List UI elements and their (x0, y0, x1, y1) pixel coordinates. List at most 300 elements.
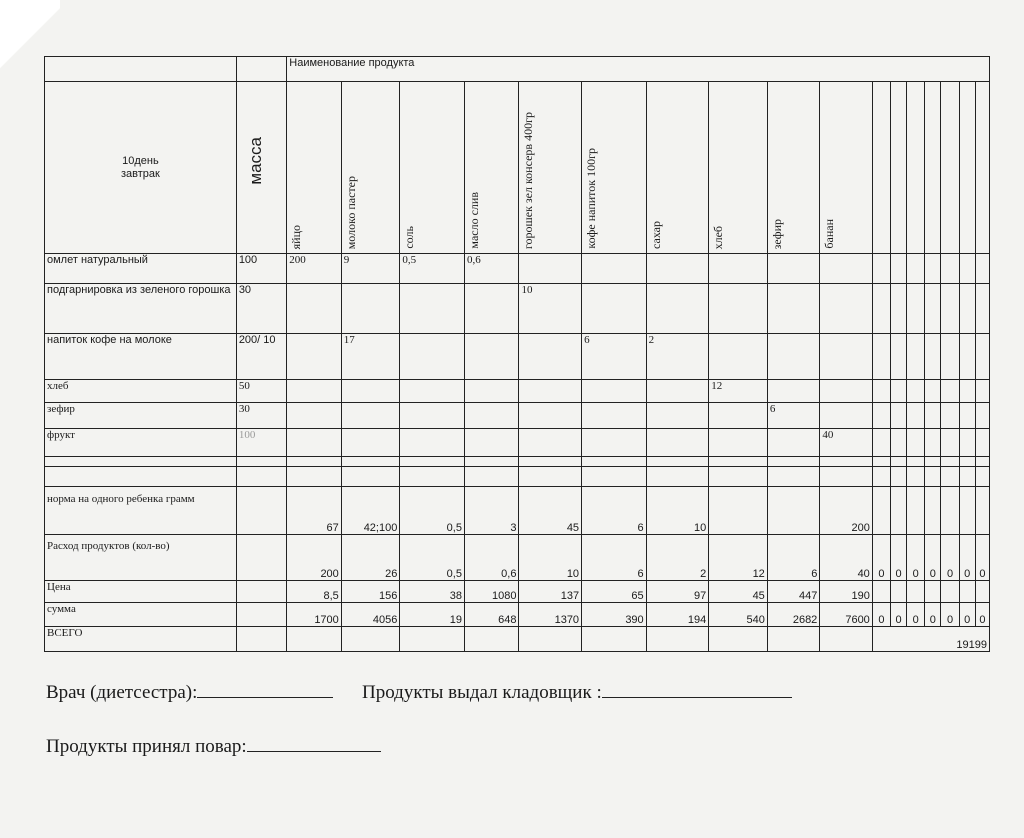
empty-cell (925, 429, 941, 457)
dish-cell: 2 (646, 334, 709, 380)
norm-cell: 42;100 (341, 487, 400, 535)
dish-mass: 200/ 10 (236, 334, 286, 380)
empty-cell (236, 457, 286, 467)
empty-header (872, 82, 890, 254)
empty-cell (959, 457, 975, 467)
price-cell: 97 (646, 581, 709, 603)
dish-cell (709, 403, 768, 429)
sum-cell: 1370 (519, 603, 582, 627)
empty-cell (890, 581, 906, 603)
empty-cell (975, 254, 989, 284)
empty-cell (890, 284, 906, 334)
empty-cell (907, 457, 925, 467)
sum-cell: 648 (464, 603, 519, 627)
empty-cell (341, 467, 400, 487)
dish-name: зефир (45, 403, 237, 429)
dish-cell (646, 284, 709, 334)
empty-cell (872, 254, 890, 284)
product-header (464, 82, 519, 254)
dish-cell (646, 380, 709, 403)
sum-extra-cell: 0 (907, 603, 925, 627)
sum-cell: 390 (582, 603, 647, 627)
usage-extra-cell: 0 (925, 535, 941, 581)
usage-extra-cell: 0 (941, 535, 959, 581)
empty-cell (236, 603, 286, 627)
usage-cell: 6 (767, 535, 820, 581)
dish-name: омлет натуральный (45, 254, 237, 284)
usage-label: Расход продуктов (кол-во) (45, 535, 237, 581)
empty-cell (907, 334, 925, 380)
empty-cell (941, 403, 959, 429)
norm-cell: 6 (582, 487, 647, 535)
empty-cell (959, 284, 975, 334)
usage-cell: 6 (582, 535, 647, 581)
price-cell: 65 (582, 581, 647, 603)
empty-cell (959, 403, 975, 429)
dish-cell (400, 380, 465, 403)
dish-cell (582, 254, 647, 284)
empty-cell (907, 254, 925, 284)
empty-cell (941, 467, 959, 487)
product-name: зефир (769, 218, 784, 249)
cook-signature-blank (247, 750, 381, 752)
empty-cell (582, 457, 647, 467)
product-header (582, 82, 647, 254)
product-name: молоко пастер (343, 175, 358, 249)
cook-signature-line (46, 736, 381, 758)
dish-cell (820, 403, 873, 429)
empty-cell (582, 467, 647, 487)
doctor-label: Врач (диетсестра): (46, 682, 198, 703)
empty-cell (975, 429, 989, 457)
dish-cell (341, 403, 400, 429)
dish-mass: 100 (236, 429, 286, 457)
dish-cell (287, 403, 342, 429)
sum-extra-cell: 0 (959, 603, 975, 627)
empty-cell (45, 467, 237, 487)
empty-cell (236, 467, 286, 487)
sum-extra-cell: 0 (872, 603, 890, 627)
blank-row (45, 457, 990, 467)
empty-cell (582, 627, 647, 652)
empty-cell (907, 429, 925, 457)
storekeeper-signature-blank (602, 696, 792, 698)
dish-cell: 17 (341, 334, 400, 380)
empty-cell (890, 380, 906, 403)
dish-cell (709, 284, 768, 334)
dish-row (45, 403, 990, 429)
dish-mass: 30 (236, 284, 286, 334)
empty-cell (890, 403, 906, 429)
empty-cell (975, 457, 989, 467)
dish-cell: 12 (709, 380, 768, 403)
dish-cell: 40 (820, 429, 873, 457)
usage-extra-cell: 0 (975, 535, 989, 581)
dish-name: подгарнировка из зеленого горошка (45, 284, 237, 334)
dish-cell (709, 429, 768, 457)
product-name: банан (822, 219, 837, 249)
dish-name: напиток кофе на молоке (45, 334, 237, 380)
empty-cell (890, 457, 906, 467)
empty-cell (907, 284, 925, 334)
price-label: Цена (45, 581, 237, 603)
empty-cell (287, 457, 342, 467)
dish-cell (287, 284, 342, 334)
empty-cell (959, 487, 975, 535)
storekeeper-signature-line (362, 682, 792, 704)
product-header (519, 82, 582, 254)
dish-cell: 6 (767, 403, 820, 429)
sum-cell: 540 (709, 603, 768, 627)
price-cell: 447 (767, 581, 820, 603)
norm-cell: 67 (287, 487, 342, 535)
empty-cell (959, 334, 975, 380)
empty-cell (941, 457, 959, 467)
empty-cell (907, 581, 925, 603)
dish-cell (400, 403, 465, 429)
empty-cell (907, 403, 925, 429)
empty-cell (925, 284, 941, 334)
corner-cell-mass (236, 57, 286, 82)
empty-cell (890, 487, 906, 535)
empty-cell (890, 254, 906, 284)
total-label: ВСЕГО (45, 627, 237, 652)
empty-cell (890, 334, 906, 380)
product-header (820, 82, 873, 254)
empty-cell (820, 457, 873, 467)
empty-cell (975, 334, 989, 380)
dish-cell (820, 254, 873, 284)
doctor-signature-blank (197, 696, 333, 698)
price-cell: 1080 (464, 581, 519, 603)
sum-extra-cell: 0 (890, 603, 906, 627)
dish-cell (582, 380, 647, 403)
product-name: хлеб (711, 225, 726, 249)
dish-cell (400, 334, 465, 380)
total-value: 19199 (872, 627, 989, 652)
empty-cell (646, 467, 709, 487)
dish-cell (767, 429, 820, 457)
empty-cell (872, 429, 890, 457)
empty-header (975, 82, 989, 254)
dish-cell (400, 284, 465, 334)
sum-cell: 4056 (341, 603, 400, 627)
product-header (287, 82, 342, 254)
empty-cell (925, 457, 941, 467)
product-header (767, 82, 820, 254)
sum-cell: 19 (400, 603, 465, 627)
empty-cell (236, 487, 286, 535)
empty-cell (400, 627, 465, 652)
empty-cell (820, 627, 873, 652)
dish-cell: 9 (341, 254, 400, 284)
empty-cell (464, 627, 519, 652)
empty-header (907, 82, 925, 254)
price-cell: 45 (709, 581, 768, 603)
empty-cell (519, 457, 582, 467)
norm-cell: 3 (464, 487, 519, 535)
sum-label: сумма (45, 603, 237, 627)
empty-cell (646, 457, 709, 467)
empty-cell (872, 487, 890, 535)
empty-cell (959, 254, 975, 284)
empty-cell (975, 403, 989, 429)
usage-cell: 0,6 (464, 535, 519, 581)
dish-cell (820, 334, 873, 380)
norm-cell: 0,5 (400, 487, 465, 535)
blank-row (45, 467, 990, 487)
dish-cell (519, 380, 582, 403)
empty-cell (767, 467, 820, 487)
dish-cell (767, 334, 820, 380)
product-header (341, 82, 400, 254)
empty-cell (464, 457, 519, 467)
usage-extra-cell: 0 (890, 535, 906, 581)
dish-row (45, 254, 990, 284)
sum-cell: 1700 (287, 603, 342, 627)
dish-cell (341, 284, 400, 334)
dish-cell (709, 254, 768, 284)
empty-cell (287, 467, 342, 487)
empty-cell (925, 254, 941, 284)
dish-mass: 100 (236, 254, 286, 284)
product-header (709, 82, 768, 254)
empty-cell (872, 457, 890, 467)
empty-cell (341, 627, 400, 652)
empty-cell (925, 403, 941, 429)
empty-cell (646, 627, 709, 652)
dish-cell (341, 429, 400, 457)
empty-cell (959, 581, 975, 603)
usage-extra-cell: 0 (959, 535, 975, 581)
dish-cell (287, 334, 342, 380)
header-row-group (45, 57, 990, 82)
empty-cell (45, 457, 237, 467)
mass-header (236, 82, 286, 254)
usage-row (45, 535, 990, 581)
product-name: яйцо (289, 224, 304, 249)
meal-label: завтрак (120, 167, 160, 180)
empty-cell (890, 429, 906, 457)
empty-cell (941, 429, 959, 457)
dish-cell (287, 429, 342, 457)
dish-cell (464, 380, 519, 403)
usage-cell: 12 (709, 535, 768, 581)
usage-cell: 10 (519, 535, 582, 581)
empty-cell (941, 380, 959, 403)
dish-cell (709, 334, 768, 380)
empty-cell (709, 457, 768, 467)
price-cell: 156 (341, 581, 400, 603)
empty-cell (975, 487, 989, 535)
empty-cell (872, 581, 890, 603)
empty-cell (872, 403, 890, 429)
dish-cell (646, 429, 709, 457)
empty-cell (872, 334, 890, 380)
dish-cell (464, 429, 519, 457)
price-cell: 190 (820, 581, 873, 603)
total-row (45, 627, 990, 652)
sum-row (45, 603, 990, 627)
empty-cell (925, 467, 941, 487)
empty-cell (975, 581, 989, 603)
empty-cell (941, 487, 959, 535)
dish-cell (287, 380, 342, 403)
empty-cell (907, 467, 925, 487)
empty-header (890, 82, 906, 254)
product-header (646, 82, 709, 254)
dish-cell (767, 284, 820, 334)
day-meal-header (45, 82, 237, 254)
empty-header (959, 82, 975, 254)
empty-cell (907, 487, 925, 535)
dish-cell (464, 334, 519, 380)
usage-extra-cell: 0 (907, 535, 925, 581)
dish-name: фрукт (45, 429, 237, 457)
product-name: масло слив (466, 192, 481, 249)
price-cell: 8,5 (287, 581, 342, 603)
norm-cell (767, 487, 820, 535)
dish-name: хлеб (45, 380, 237, 403)
dish-cell (582, 284, 647, 334)
empty-cell (925, 581, 941, 603)
dish-cell (464, 403, 519, 429)
mass-header-label: масса (245, 137, 265, 185)
empty-cell (959, 467, 975, 487)
empty-cell (872, 284, 890, 334)
price-cell: 137 (519, 581, 582, 603)
dish-cell (341, 380, 400, 403)
dish-cell (519, 403, 582, 429)
dish-cell (767, 380, 820, 403)
product-name: соль (402, 226, 417, 249)
price-row (45, 581, 990, 603)
empty-cell (820, 467, 873, 487)
sum-extra-cell: 0 (975, 603, 989, 627)
empty-cell (287, 627, 342, 652)
empty-cell (907, 380, 925, 403)
dish-row (45, 429, 990, 457)
dish-row (45, 380, 990, 403)
sum-cell: 7600 (820, 603, 873, 627)
product-name: сахар (648, 221, 663, 249)
dish-cell: 10 (519, 284, 582, 334)
empty-cell (236, 627, 286, 652)
empty-cell (341, 457, 400, 467)
empty-cell (709, 627, 768, 652)
dish-cell: 6 (582, 334, 647, 380)
sum-cell: 2682 (767, 603, 820, 627)
norm-cell: 10 (646, 487, 709, 535)
dish-cell (820, 380, 873, 403)
dish-cell (519, 334, 582, 380)
empty-cell (519, 467, 582, 487)
empty-header (925, 82, 941, 254)
day-label: 10день (122, 155, 159, 168)
dish-row (45, 334, 990, 380)
dish-cell: 0,6 (464, 254, 519, 284)
norm-cell (709, 487, 768, 535)
sum-extra-cell: 0 (925, 603, 941, 627)
dish-cell (820, 284, 873, 334)
norm-cell: 45 (519, 487, 582, 535)
product-group-title: Наименование продукта (287, 57, 990, 82)
usage-cell: 0,5 (400, 535, 465, 581)
empty-cell (941, 284, 959, 334)
norm-label: норма на одного ребенка грамм (45, 487, 237, 535)
dish-cell: 0,5 (400, 254, 465, 284)
dish-cell (464, 284, 519, 334)
empty-cell (959, 380, 975, 403)
dish-mass: 30 (236, 403, 286, 429)
dish-cell (646, 403, 709, 429)
empty-cell (872, 467, 890, 487)
empty-cell (941, 254, 959, 284)
product-name: кофе напиток 100гр (584, 148, 599, 249)
menu-table (44, 56, 990, 652)
empty-cell (925, 380, 941, 403)
doctor-signature-line (46, 682, 333, 704)
empty-cell (941, 581, 959, 603)
empty-cell (519, 627, 582, 652)
dish-cell (767, 254, 820, 284)
dish-cell (582, 403, 647, 429)
usage-cell: 40 (820, 535, 873, 581)
usage-cell: 2 (646, 535, 709, 581)
empty-cell (709, 467, 768, 487)
empty-cell (925, 487, 941, 535)
storekeeper-label: Продукты выдал кладовщик : (362, 682, 602, 703)
empty-cell (464, 467, 519, 487)
product-name: горошек зел консерв 400гр (521, 111, 536, 249)
norm-row (45, 487, 990, 535)
empty-cell (975, 284, 989, 334)
empty-cell (975, 467, 989, 487)
empty-cell (890, 467, 906, 487)
usage-cell: 26 (341, 535, 400, 581)
empty-cell (767, 627, 820, 652)
dish-cell (646, 254, 709, 284)
price-cell: 38 (400, 581, 465, 603)
usage-extra-cell: 0 (872, 535, 890, 581)
empty-cell (925, 334, 941, 380)
dish-row (45, 284, 990, 334)
empty-cell (400, 467, 465, 487)
cook-label: Продукты принял повар: (46, 736, 247, 757)
dish-mass: 50 (236, 380, 286, 403)
empty-cell (975, 380, 989, 403)
sum-cell: 194 (646, 603, 709, 627)
empty-header (941, 82, 959, 254)
product-header (400, 82, 465, 254)
empty-cell (767, 457, 820, 467)
empty-cell (236, 581, 286, 603)
dish-cell (400, 429, 465, 457)
empty-cell (959, 429, 975, 457)
empty-cell (941, 334, 959, 380)
empty-cell (236, 535, 286, 581)
norm-cell: 200 (820, 487, 873, 535)
empty-cell (400, 457, 465, 467)
empty-cell (872, 380, 890, 403)
dish-cell (582, 429, 647, 457)
sum-extra-cell: 0 (941, 603, 959, 627)
usage-cell: 200 (287, 535, 342, 581)
corner-cell (45, 57, 237, 82)
dish-cell (519, 254, 582, 284)
header-row-products (45, 82, 990, 254)
dish-cell (519, 429, 582, 457)
